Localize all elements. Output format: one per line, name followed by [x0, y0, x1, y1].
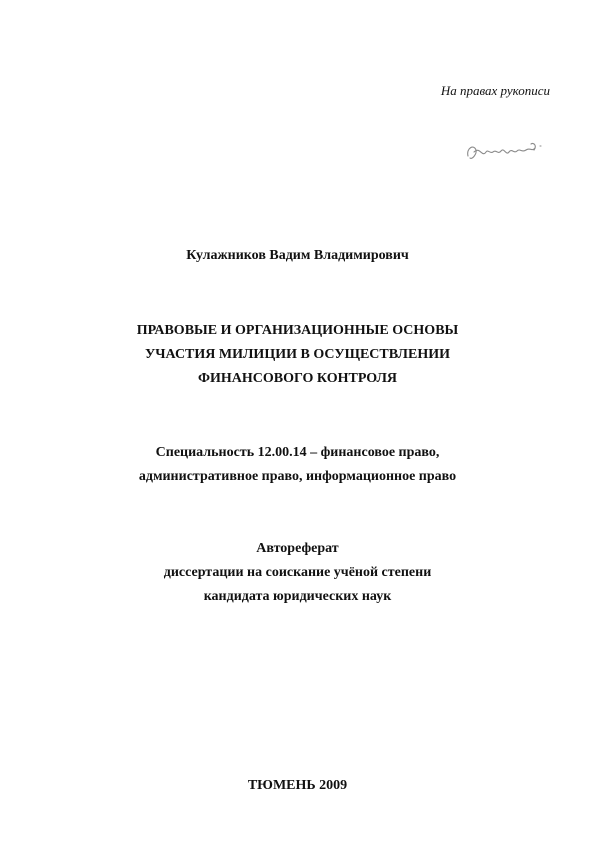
specialty-line-2: административное право, информационное право — [138, 469, 457, 484]
abstract-line-3: кандидата юридических наук — [203, 589, 392, 604]
city-year: ТЮМЕНЬ 2009 — [247, 778, 348, 793]
dissertation-title — [0, 319, 595, 391]
title-line-2: УЧАСТИЯ МИЛИЦИИ В ОСУЩЕСТВЛЕНИИ — [144, 347, 450, 362]
abstract-block — [0, 537, 595, 609]
specialty-line-1: Специальность 12.00.14 – финансовое право, — [155, 445, 440, 460]
rights-note: На правах рукописи — [440, 83, 550, 98]
handwritten-signature — [460, 132, 550, 172]
title-line-1: ПРАВОВЫЕ И ОРГАНИЗАЦИОННЫЕ ОСНОВЫ — [136, 323, 459, 338]
specialty-block — [0, 441, 595, 489]
author-name: Кулажников Вадим Владимирович — [186, 248, 409, 263]
title-line-3: ФИНАНСОВОГО КОНТРОЛЯ — [197, 371, 398, 386]
abstract-line-2: диссертации на соискание учёной степени — [163, 565, 432, 580]
abstract-line-1: Автореферат — [256, 541, 339, 556]
